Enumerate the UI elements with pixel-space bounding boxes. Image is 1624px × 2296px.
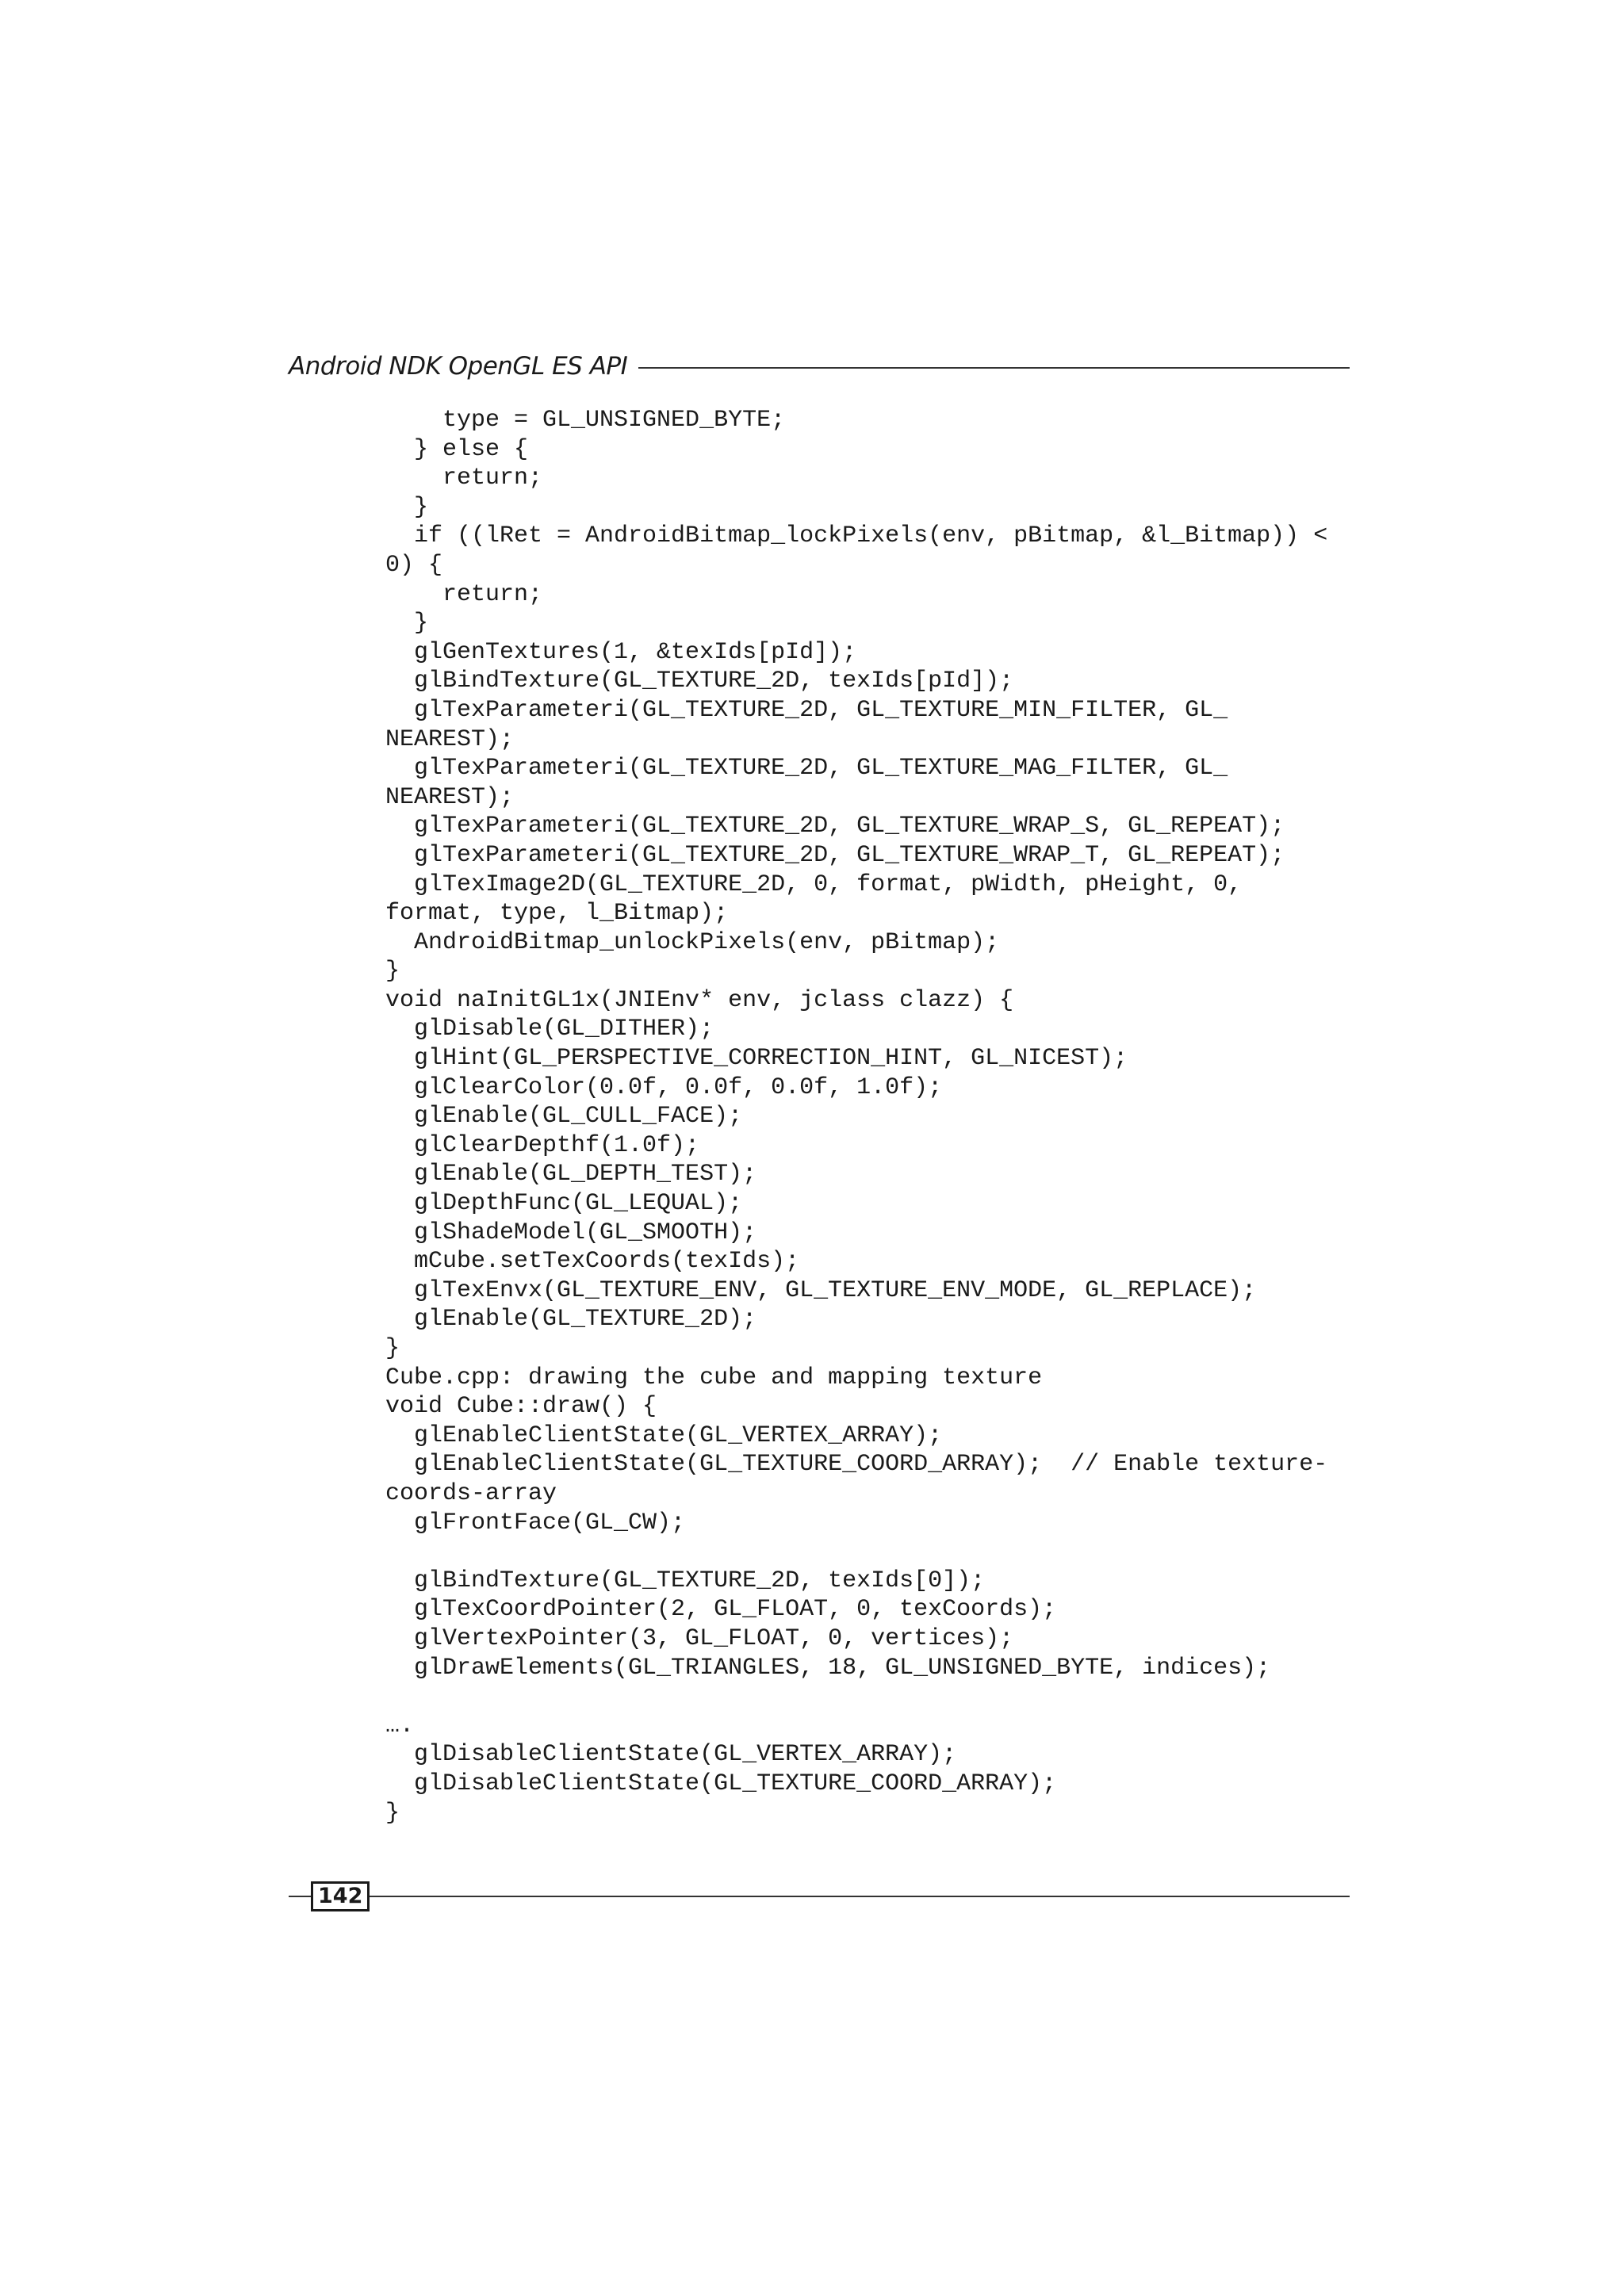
code-line: } else { xyxy=(385,435,529,463)
code-line: return; xyxy=(385,465,543,492)
code-line: glTexParameteri(GL_TEXTURE_2D, GL_TEXTURE_MIN_FILTER, GL_ xyxy=(385,696,1228,724)
code-line: } xyxy=(385,1335,400,1362)
code-line: AndroidBitmap_unlockPixels(env, pBitmap); xyxy=(385,928,1000,956)
code-line: glBindTexture(GL_TEXTURE_2D, texIds[0]); xyxy=(385,1567,986,1594)
code-line: glDisableClientState(GL_VERTEX_ARRAY); xyxy=(385,1741,957,1769)
code-line: glEnable(GL_DEPTH_TEST); xyxy=(385,1161,757,1188)
code-line: glEnable(GL_TEXTURE_2D); xyxy=(385,1306,757,1334)
code-line: glEnable(GL_CULL_FACE); xyxy=(385,1103,743,1131)
code-line: glTexParameteri(GL_TEXTURE_2D, GL_TEXTURE_WRAP_S, GL_REPEAT); xyxy=(385,813,1285,840)
code-line: void Cube::draw() { xyxy=(385,1393,657,1421)
code-line: glDepthFunc(GL_LEQUAL); xyxy=(385,1190,743,1218)
code-line: return; xyxy=(385,580,543,608)
code-line: void naInitGL1x(JNIEnv* env, jclass clazz) { xyxy=(385,986,1014,1014)
code-line: glClearDepthf(1.0f); xyxy=(385,1131,700,1159)
code-line: } xyxy=(385,958,400,985)
code-line: glEnableClientState(GL_TEXTURE_COORD_ARRAY); // Enable texture- xyxy=(385,1451,1328,1479)
code-line: glHint(GL_PERSPECTIVE_CORRECTION_HINT, GL_NICEST); xyxy=(385,1045,1128,1073)
page-footer xyxy=(289,1881,1350,1912)
code-line: glDrawElements(GL_TRIANGLES, 18, GL_UNSIGNED_BYTE, indices); xyxy=(385,1654,1271,1682)
code-line: glShadeModel(GL_SMOOTH); xyxy=(385,1219,757,1246)
code-line: glDisable(GL_DITHER); xyxy=(385,1016,714,1043)
code-line: mCube.setTexCoords(texIds); xyxy=(385,1248,800,1276)
code-line: glTexEnvx(GL_TEXTURE_ENV, GL_TEXTURE_ENV_MODE, GL_REPLACE); xyxy=(385,1276,1257,1304)
footer-rule-left xyxy=(289,1896,311,1897)
running-head-title: Android NDK OpenGL ES API xyxy=(289,352,628,381)
code-line: glFrontFace(GL_CW); xyxy=(385,1509,686,1536)
code-line: glTexParameteri(GL_TEXTURE_2D, GL_TEXTURE_WRAP_T, GL_REPEAT); xyxy=(385,841,1285,869)
code-line: …. xyxy=(385,1712,415,1739)
code-line: NEAREST); xyxy=(385,783,515,811)
code-line: glGenTextures(1, &texIds[pId]); xyxy=(385,638,857,666)
page-number: 142 xyxy=(311,1881,370,1911)
code-line: coords-array xyxy=(385,1479,557,1507)
code-listing xyxy=(385,406,1327,1827)
code-line: 0) { xyxy=(385,551,443,579)
code-line: } xyxy=(385,1799,400,1827)
code-line: NEAREST); xyxy=(385,725,515,753)
code-line: glVertexPointer(3, GL_FLOAT, 0, vertices); xyxy=(385,1624,1014,1652)
code-line: glTexImage2D(GL_TEXTURE_2D, 0, format, pWidth, pHeight, 0, xyxy=(385,871,1243,898)
code-line: glBindTexture(GL_TEXTURE_2D, texIds[pId]); xyxy=(385,668,1014,695)
code-line: glTexCoordPointer(2, GL_FLOAT, 0, texCoords); xyxy=(385,1596,1057,1624)
footer-rule-right xyxy=(370,1896,1350,1897)
code-line: glClearColor(0.0f, 0.0f, 0.0f, 1.0f); xyxy=(385,1073,943,1101)
code-line: } xyxy=(385,493,429,521)
header-rule xyxy=(638,367,1350,369)
code-line: if ((lRet = AndroidBitmap_lockPixels(env, pBitmap, &l_Bitmap)) < xyxy=(385,522,1328,550)
page-header xyxy=(289,350,1350,382)
code-line: format, type, l_Bitmap); xyxy=(385,900,729,928)
code-line: glTexParameteri(GL_TEXTURE_2D, GL_TEXTURE_MAG_FILTER, GL_ xyxy=(385,755,1228,783)
code-line: glDisableClientState(GL_TEXTURE_COORD_ARRAY); xyxy=(385,1770,1057,1797)
code-line: glEnableClientState(GL_VERTEX_ARRAY); xyxy=(385,1422,943,1449)
code-line: Cube.cpp: drawing the cube and mapping texture xyxy=(385,1364,1043,1391)
code-line: type = GL_UNSIGNED_BYTE; xyxy=(385,407,786,434)
code-line: } xyxy=(385,610,429,637)
